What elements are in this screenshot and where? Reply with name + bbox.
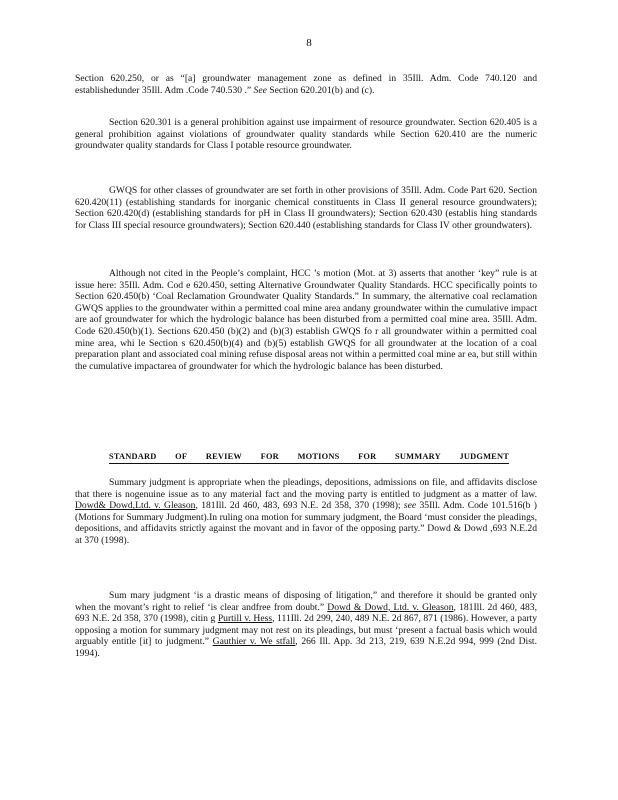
case-citation-gauthier: Gauthier v. We stfall	[212, 636, 296, 648]
paragraph-text: Sum mary judgment ‘is a drastic means of disposing of litigation,” and therefore it should be granted only when the movant’s right to relief ‘is clear andfree from doubt.”	[75, 590, 537, 613]
paragraph-text: Section 620.250, or as “[a] groundwater management zone as defined in 35Ill. Adm. Code 740.120 and establishedunder 35Ill. Adm .Code 740.530 .”	[75, 73, 537, 96]
heading-word: FOR	[358, 452, 377, 461]
paragraph-summary-judgment	[75, 477, 537, 547]
citation-text: , 266 Ill. App. 3d 213, 219, 639 N.E.2d 994, 999 (2nd Dist. 1994).	[75, 636, 537, 659]
heading-word: MOTIONS	[297, 452, 340, 461]
heading-word: STANDARD	[109, 452, 157, 461]
citation-text: , 111Ill. 2d 299, 240, 489 N.E. 2d 867, 871 (1986). However, a party opposing a motion for summary judgment may not rest on its pleadings, but must ‘present a factual basis which would arguably entitle [it] to judgment.”	[75, 613, 537, 648]
citation-text: , 181Ill. 2d 460, 483, 693 N.E. 2d 358, 370 (1998), citin g	[75, 601, 537, 625]
paragraph-text: Summary judgment is appropriate when the pleadings, depositions, admissions on file, and affidavits disclose that there is nogenuine issue as to any material fact and the moving party is entitled to judgment as a matter of law.	[75, 477, 537, 500]
paragraph-text-tail: Section 620.201(b) and (c).	[269, 84, 375, 96]
paragraph-gwqs-other-classes	[75, 185, 537, 231]
paragraph-section-620-301	[75, 117, 537, 152]
heading-word: OF	[175, 452, 188, 461]
see-signal: see	[403, 500, 417, 512]
case-citation-dowd: Dowd & Dowd, Ltd. v. Gleason	[327, 601, 454, 613]
paragraph-text: Section 620.301 is a general prohibition against use impairment of resource groundwater. Section 620.405 is a general prohibition against violations of groundwater quality standards while Section 620.410 are the numeric groundwater quality standards for Class I potable resource groundwater.	[75, 117, 537, 152]
paragraph-text: GWQS for other classes of groundwater are set forth in other provisions of 35Ill. Adm. Code Part 620. Section 620.420(11) (establishing standards for inorganic chemical constituents in Class II general resource groundwaters); Section 620.420(d) (establishing standards for pH in Class II groundwaters); Section 620.430 (establis hing standards for Class III special resource groundwaters); Section 620.440 (establishing standards for Class IV other groundwaters).	[75, 185, 537, 231]
section-heading-standard-of-review	[109, 452, 509, 464]
paragraph-text: Although not cited in the People’s complaint, HCC ’s motion (Mot. at 3) asserts that another ‘key” rule is at issue here: 35Ill. Adm. Cod e 620.450, setting Alternative Groundwater Quality Standards. HCC specifically points to Section 620.450(b) ‘Coal Reclamation Groundwater Quality Standards.” In summary, the alternative coal reclamation GWQS applies to the groundwater within a permitted coal mine area andany groundwater within the cumulative impact are aof groundwater for which the hydrologic balance has been disturbed from a permitted coal mine area. 35Ill. Adm. Code 620.450(b)(1). Sections 620.450 (b)(2) and (b)(3) establish GWQS fo r all groundwater within a permitted coal mine area, whi le Section s 620.450(b)(4) and (b)(5) establish GWQS for all groundwater at the location of a coal preparation plant and associated coal mining refuse disposal areas not within a permitted coal mine ar ea, but still within the cumulative impactarea of groundwater for which the hydrologic balance has been disturbed.	[75, 268, 537, 372]
heading-word: FOR	[260, 452, 279, 461]
heading-word: REVIEW	[205, 452, 242, 461]
heading-word: SUMMARY	[395, 452, 441, 461]
heading-word: JUDGMENT	[459, 452, 509, 461]
paragraph-alternative-gwqs	[75, 268, 537, 372]
paragraph-text-tail: 35Ill. Adm. Code 101.516(b ) (Motions for Summary Judgment).In ruling ona motion for summary judgment, the Board ‘must consider the pleadings, depositions, and affidavits strictly against the movant and in favor of the opposing party.” Dowd & Dowd ,693 N.E.2d at 370 (1998).	[75, 500, 537, 546]
case-citation-purtill: Purtill v. Hess	[217, 613, 273, 625]
see-signal: See	[253, 84, 267, 96]
citation-text: , 181Ill. 2d 460, 483, 693 N.E. 2d 358, 370 (1998);	[195, 500, 401, 512]
page-number: 8	[306, 37, 312, 49]
case-citation-dowd: Dowd& Dowd,Ltd. v. Gleason	[75, 500, 196, 512]
paragraph-drastic-means	[75, 590, 537, 660]
paragraph-section-620-250	[75, 73, 537, 96]
